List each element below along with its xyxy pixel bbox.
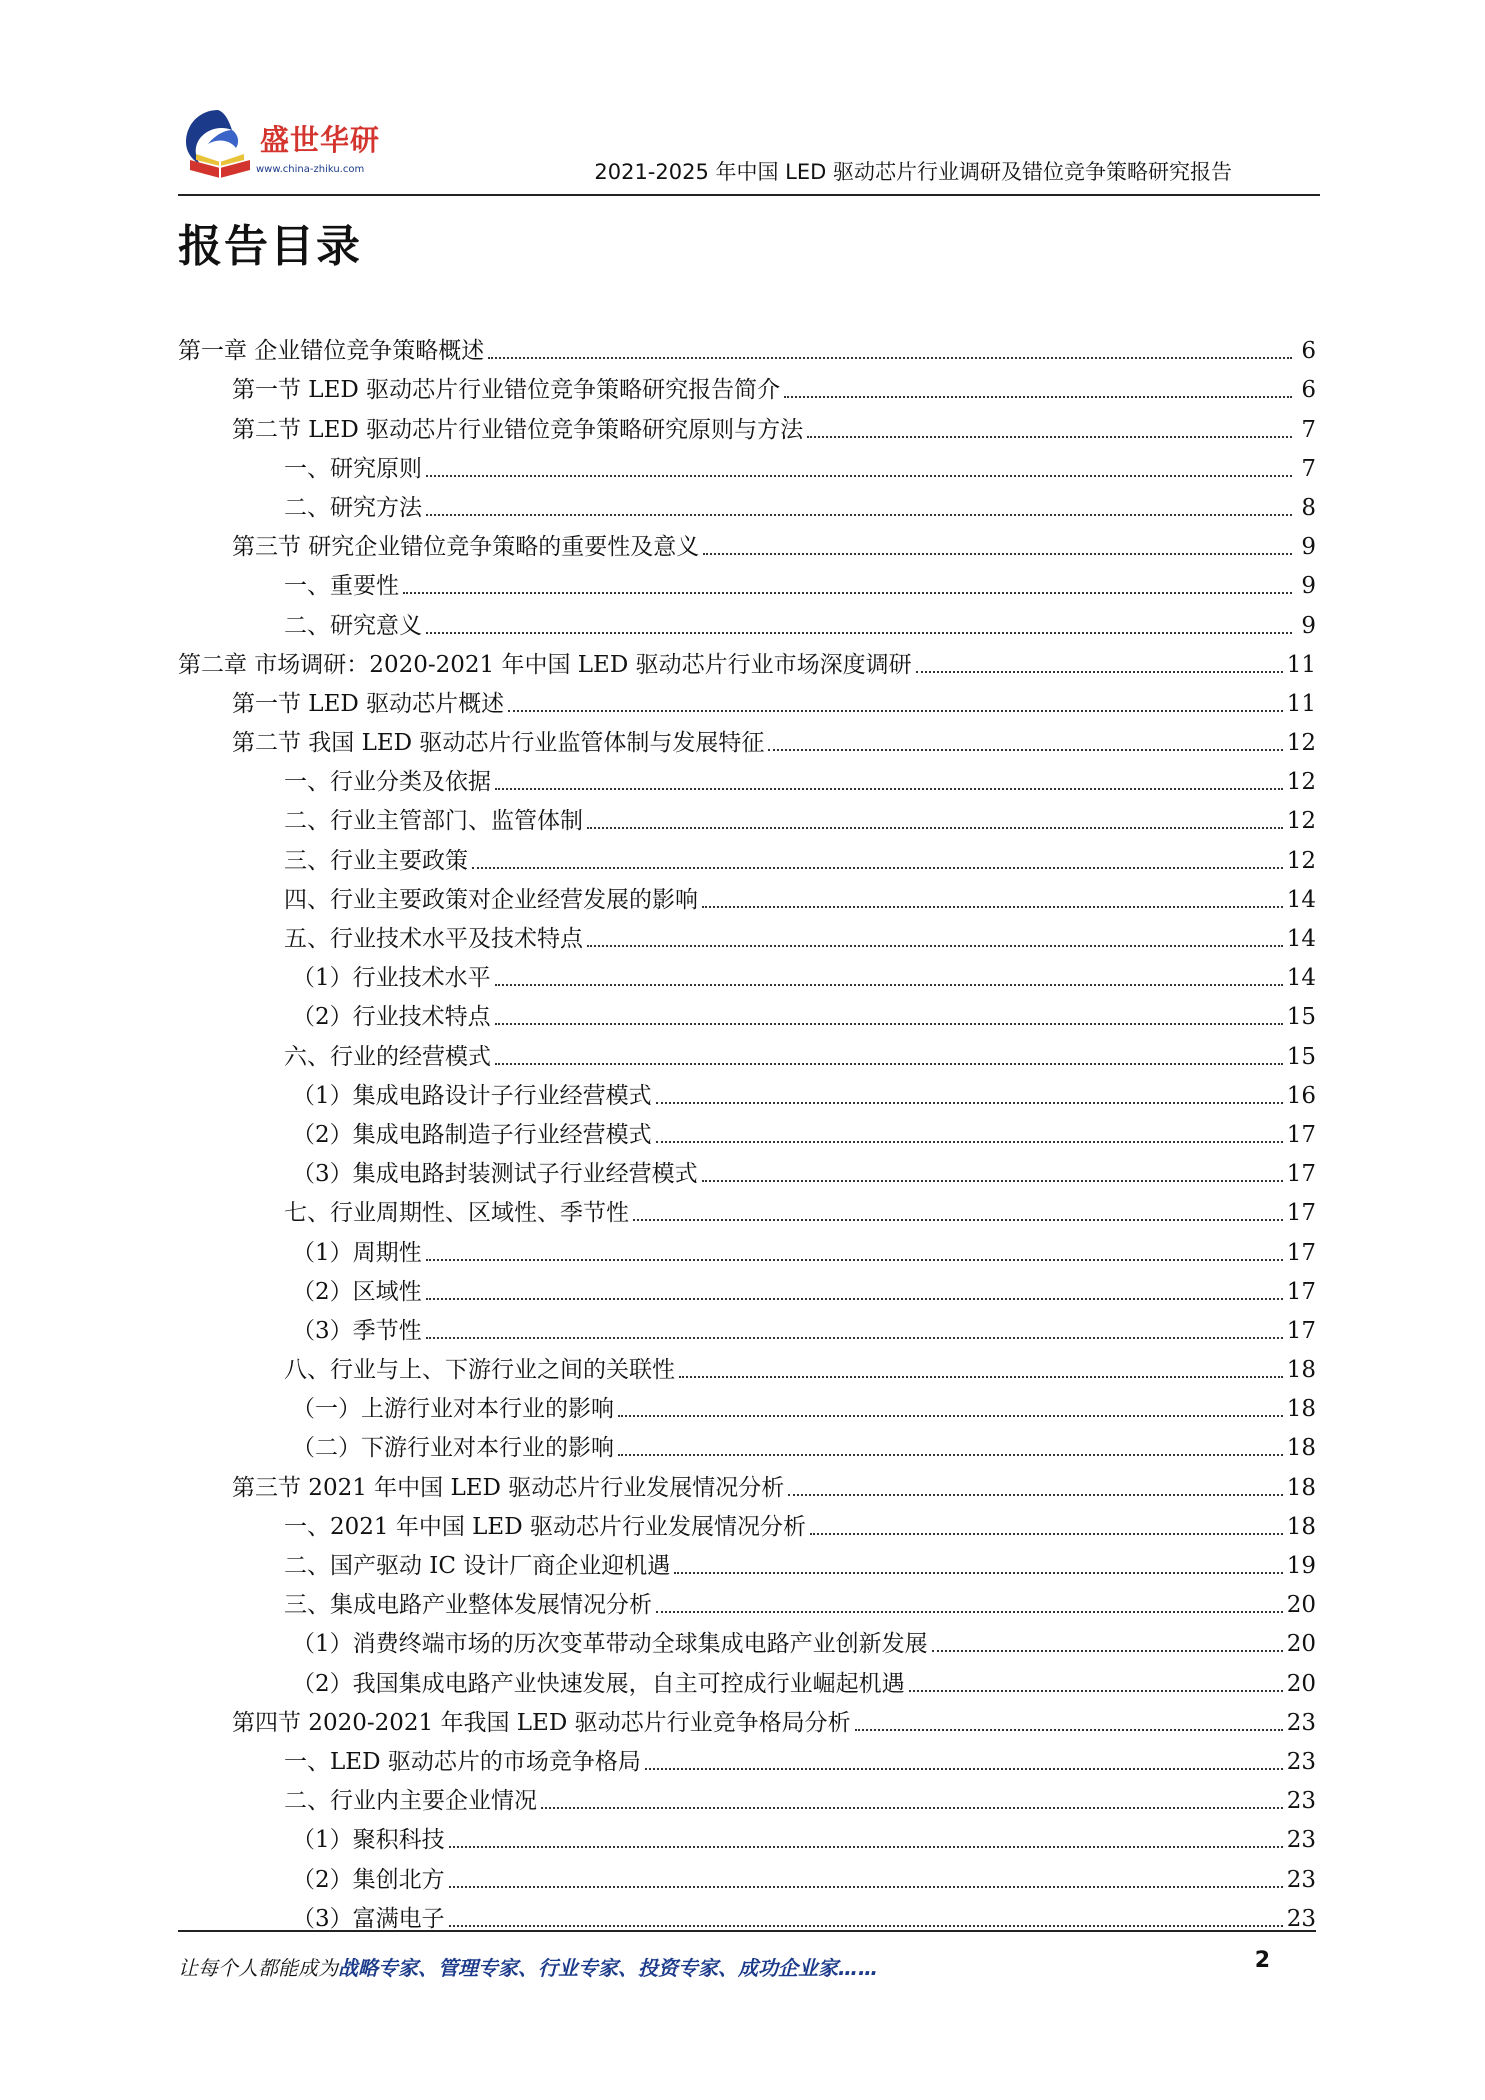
toc-entry-title: 二、行业内主要企业情况 [284, 1788, 537, 1815]
toc-entry[interactable] [178, 1423, 1316, 1462]
toc-entry-title: 第四节 2020-2021 年我国 LED 驱动芯片行业竞争格局分析 [232, 1709, 851, 1736]
toc-page-number: 17 [1286, 1121, 1316, 1148]
page-number: 2 [1254, 1948, 1270, 1973]
dot-leader [702, 1180, 1283, 1182]
toc-page-number: 14 [1286, 926, 1316, 952]
dot-leader [449, 1846, 1283, 1848]
dot-leader [495, 984, 1283, 986]
toc-entry-title: 第三节 研究企业错位竞争策略的重要性及意义 [232, 534, 700, 561]
toc-entry[interactable] [178, 757, 1316, 796]
slogan-prefix: 让每个人都能成为 [178, 1956, 338, 1980]
toc-page-number: 23 [1286, 1788, 1316, 1815]
dot-leader [702, 906, 1283, 908]
toc-page-number: 9 [1301, 573, 1316, 600]
toc-page-number: 6 [1301, 377, 1316, 404]
dot-leader [656, 1611, 1283, 1613]
toc-entry[interactable] [178, 1188, 1316, 1227]
toc-entry[interactable] [178, 1698, 1316, 1737]
dot-leader [488, 357, 1292, 359]
dot-leader [426, 1259, 1283, 1261]
toc-entry-title: （1）行业技术水平 [292, 965, 491, 992]
toc-entry-title: （2）区域性 [292, 1278, 422, 1305]
dot-leader [788, 1494, 1282, 1496]
dot-leader [810, 1533, 1283, 1535]
toc-entry[interactable] [178, 561, 1316, 600]
dot-leader [426, 1298, 1283, 1300]
toc-entry[interactable] [178, 1071, 1316, 1110]
toc-page-number: 23 [1286, 1866, 1316, 1893]
toc-entry[interactable] [178, 1149, 1316, 1188]
toc-entry-title: 第二节 LED 驱动芯片行业错位竞争策略研究原则与方法 [232, 416, 804, 443]
toc-page-number: 23 [1286, 1827, 1316, 1854]
toc-entry-title: 第二章 市场调研：2020-2021 年中国 LED 驱动芯片行业市场深度调研 [178, 651, 912, 678]
toc-entry[interactable] [178, 679, 1316, 718]
toc-entry[interactable] [178, 1854, 1316, 1893]
toc-entry[interactable] [178, 875, 1316, 914]
footer-divider [178, 1930, 1316, 1932]
toc-page-number: 7 [1301, 416, 1316, 443]
toc-page-number: 11 [1286, 690, 1316, 717]
toc-entry[interactable] [178, 1894, 1316, 1933]
toc-entry[interactable] [178, 1031, 1316, 1070]
toc-entry-title: 一、LED 驱动芯片的市场竞争格局 [284, 1748, 641, 1775]
dot-leader [495, 1063, 1283, 1065]
toc-entry-title: （1）消费终端市场的历次变革带动全球集成电路产业创新发展 [292, 1631, 928, 1658]
footer-slogan [178, 1952, 878, 1981]
toc-entry[interactable] [178, 914, 1316, 953]
toc-page-number: 14 [1286, 965, 1316, 992]
document-title: 2021-2025 年中国 LED 驱动芯片行业调研及错位竞争策略研究报告 [594, 160, 1232, 184]
dot-leader [587, 827, 1283, 829]
toc-page-number: 18 [1286, 1396, 1316, 1423]
dot-leader [679, 1376, 1283, 1378]
toc-entry[interactable] [178, 1737, 1316, 1776]
toc-page-number: 23 [1286, 1905, 1316, 1932]
toc-entry[interactable] [178, 1227, 1316, 1266]
toc-entry-title: （3）季节性 [292, 1317, 422, 1344]
brand-url: www.china-zhiku.com [256, 164, 365, 175]
dot-leader [656, 1102, 1283, 1104]
toc-page-number: 12 [1286, 730, 1316, 757]
dot-leader [508, 710, 1283, 712]
toc-entry[interactable] [178, 640, 1316, 679]
toc-entry[interactable] [178, 1776, 1316, 1815]
toc-page-number: 17 [1286, 1278, 1316, 1305]
toc-page-number: 8 [1301, 494, 1316, 521]
dot-leader [618, 1415, 1283, 1417]
toc-page-number: 18 [1286, 1474, 1316, 1501]
dot-leader [855, 1729, 1283, 1731]
toc-entry-title: 二、行业主管部门、监管体制 [284, 808, 583, 835]
dot-leader [449, 1886, 1283, 1888]
toc-entry[interactable] [178, 796, 1316, 835]
toc-entry[interactable] [178, 1619, 1316, 1658]
toc-entry-title: 二、研究方法 [284, 494, 422, 521]
toc-page-number: 15 [1286, 1004, 1316, 1031]
toc-entry-title: 八、行业与上、下游行业之间的关联性 [284, 1357, 675, 1384]
toc-entry-title: （2）我国集成电路产业快速发展，自主可控成行业崛起机遇 [292, 1670, 905, 1697]
toc-entry[interactable] [178, 992, 1316, 1031]
toc-page-number: 15 [1286, 1043, 1316, 1070]
dot-leader [426, 514, 1292, 516]
dot-leader [495, 788, 1283, 790]
toc-page-number: 17 [1286, 1200, 1316, 1227]
toc-entry[interactable] [178, 1462, 1316, 1501]
dot-leader [541, 1807, 1283, 1809]
toc-entry-title: 第二节 我国 LED 驱动芯片行业监管体制与发展特征 [232, 730, 765, 757]
dot-leader [587, 945, 1283, 947]
toc-entry[interactable] [178, 718, 1316, 757]
toc-entry[interactable] [178, 1815, 1316, 1854]
toc-entry[interactable] [178, 953, 1316, 992]
toc-entry-title: 七、行业周期性、区域性、季节性 [284, 1200, 629, 1227]
toc-entry-title: （1）集成电路设计子行业经营模式 [292, 1082, 652, 1109]
dot-leader [618, 1454, 1283, 1456]
dot-leader [633, 1219, 1283, 1221]
toc-entry[interactable] [178, 1580, 1316, 1619]
dot-leader [807, 436, 1292, 438]
toc-page-number: 18 [1286, 1513, 1316, 1540]
toc-entry-title: （2）行业技术特点 [292, 1004, 491, 1031]
toc-entry-title: 三、行业主要政策 [284, 847, 468, 874]
toc-page-number: 6 [1301, 338, 1316, 365]
toc-entry-title: 五、行业技术水平及技术特点 [284, 926, 583, 952]
dot-leader [784, 396, 1292, 398]
toc-entry[interactable] [178, 365, 1316, 404]
toc-page-number: 18 [1286, 1435, 1316, 1462]
toc-entry-title: 二、研究意义 [284, 612, 422, 639]
toc-entry-title: （一）上游行业对本行业的影响 [292, 1396, 614, 1423]
toc-entry[interactable] [178, 483, 1316, 522]
toc-entry[interactable] [178, 444, 1316, 483]
dot-leader [426, 475, 1292, 477]
toc-entry[interactable] [178, 835, 1316, 874]
toc-entry-title: 一、行业分类及依据 [284, 769, 491, 796]
toc-entry[interactable] [178, 1345, 1316, 1384]
dot-leader [403, 592, 1292, 594]
logo-emblem-icon [178, 104, 262, 186]
toc-page-number: 17 [1286, 1317, 1316, 1344]
toc-entry[interactable] [178, 1541, 1316, 1580]
toc-entry-title: （2）集成电路制造子行业经营模式 [292, 1121, 652, 1148]
dot-leader [472, 867, 1283, 869]
toc-entry[interactable] [178, 1384, 1316, 1423]
toc-page-number: 7 [1301, 455, 1316, 482]
toc-entry-title: 三、集成电路产业整体发展情况分析 [284, 1592, 652, 1619]
dot-leader [916, 671, 1283, 673]
dot-leader [703, 553, 1292, 555]
toc-entry[interactable] [178, 1658, 1316, 1697]
toc-entry-title: （3）富满电子 [292, 1905, 445, 1932]
toc-entry-title: 一、研究原则 [284, 455, 422, 482]
toc-entry[interactable] [178, 326, 1316, 365]
toc-entry[interactable] [178, 600, 1316, 639]
toc-entry-title: 四、行业主要政策对企业经营发展的影响 [284, 886, 698, 913]
toc-page-number: 12 [1286, 769, 1316, 796]
toc-entry-title: 第三节 2021 年中国 LED 驱动芯片行业发展情况分析 [232, 1474, 785, 1501]
toc-page-number: 14 [1286, 886, 1316, 913]
toc-entry[interactable] [178, 1502, 1316, 1541]
toc-page-number: 20 [1286, 1670, 1316, 1697]
toc-page-number: 23 [1286, 1748, 1316, 1775]
toc-page-number: 20 [1286, 1631, 1316, 1658]
toc-entry[interactable] [178, 1306, 1316, 1345]
toc-entry-title: （1）聚积科技 [292, 1827, 445, 1854]
header-divider [178, 194, 1320, 196]
toc-entry[interactable] [178, 404, 1316, 443]
dot-leader [674, 1572, 1282, 1574]
toc-entry-title: 第一章 企业错位竞争策略概述 [178, 338, 485, 365]
toc-entry-title: 二、国产驱动 IC 设计厂商企业迎机遇 [284, 1553, 671, 1579]
dot-leader [449, 1925, 1283, 1927]
dot-leader [909, 1690, 1283, 1692]
toc-entry[interactable] [178, 1110, 1316, 1149]
toc-page-number: 18 [1286, 1357, 1316, 1384]
toc-entry-title: 第一节 LED 驱动芯片行业错位竞争策略研究报告简介 [232, 377, 781, 404]
toc-page-number: 20 [1286, 1592, 1316, 1619]
toc-entry[interactable] [178, 1267, 1316, 1306]
page-footer [178, 1948, 1270, 1984]
toc-entry-title: 六、行业的经营模式 [284, 1043, 491, 1070]
toc-page-number: 9 [1301, 612, 1316, 639]
toc-page-number: 17 [1286, 1161, 1316, 1188]
dot-leader [768, 749, 1282, 751]
toc-heading: 报告目录 [178, 221, 362, 272]
toc-entry-title: 一、重要性 [284, 573, 399, 600]
brand-name: 盛世华研 [260, 123, 381, 157]
toc-page-number: 12 [1286, 847, 1316, 874]
toc-page-number: 19 [1286, 1553, 1316, 1579]
toc-page-number: 11 [1286, 651, 1316, 678]
dot-leader [932, 1650, 1283, 1652]
toc-page-number: 12 [1286, 808, 1316, 835]
dot-leader [645, 1768, 1283, 1770]
toc-entry-title: （二）下游行业对本行业的影响 [292, 1435, 614, 1462]
page-header [178, 100, 1320, 196]
toc-page-number: 16 [1286, 1082, 1316, 1109]
toc-entry-title: 一、2021 年中国 LED 驱动芯片行业发展情况分析 [284, 1513, 806, 1540]
toc-page-number: 17 [1286, 1239, 1316, 1266]
toc-entry-title: （3）集成电路封装测试子行业经营模式 [292, 1161, 698, 1188]
table-of-contents [178, 326, 1316, 1933]
dot-leader [426, 1337, 1283, 1339]
toc-entry-title: （2）集创北方 [292, 1866, 445, 1893]
toc-page-number: 23 [1286, 1709, 1316, 1736]
slogan-roles: 战略专家、管理专家、行业专家、投资专家、成功企业家…… [338, 1956, 878, 1980]
toc-entry-title: 第一节 LED 驱动芯片概述 [232, 690, 505, 717]
dot-leader [495, 1023, 1283, 1025]
dot-leader [426, 632, 1292, 634]
dot-leader [656, 1141, 1283, 1143]
toc-entry-title: （1）周期性 [292, 1239, 422, 1266]
toc-entry[interactable] [178, 522, 1316, 561]
toc-page-number: 9 [1301, 534, 1316, 561]
company-logo [178, 104, 388, 186]
